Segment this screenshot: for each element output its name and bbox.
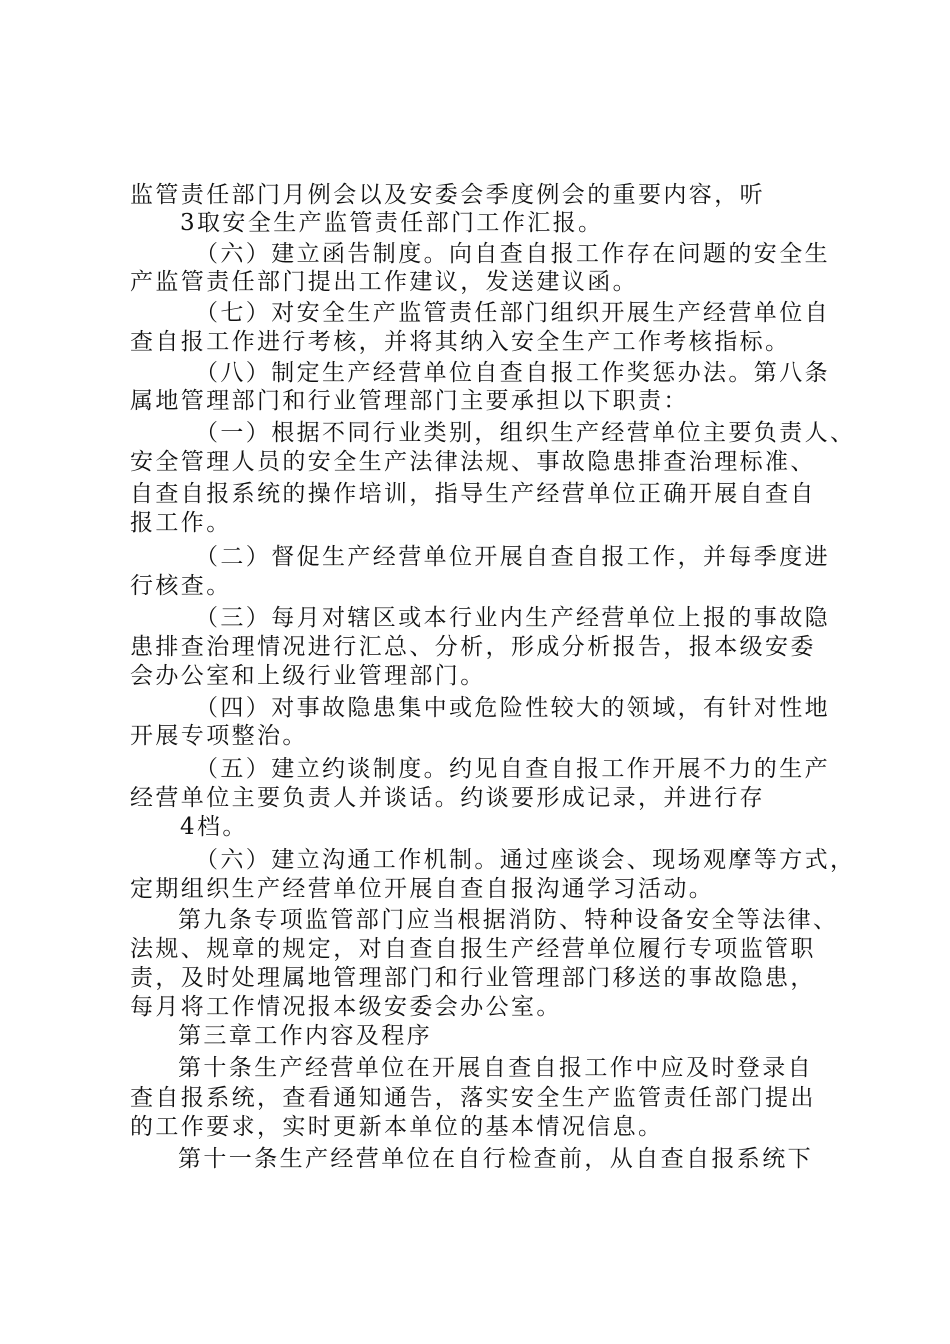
text-line: 每月将工作情况报本级安委会办公室。 [130, 994, 562, 1020]
text-line: （五）建立约谈制度。约见自查自报工作开展不力的生产 [195, 756, 830, 782]
text-line: 法规、规章的规定，对自查自报生产经营单位履行专项监管职 [130, 936, 816, 962]
text-line: 查自报工作进行考核，并将其纳入安全生产工作考核指标。 [130, 329, 791, 355]
text-line: 第十一条生产经营单位在自行检查前，从自查自报系统下 [178, 1146, 813, 1172]
text-line: 第十条生产经营单位在开展自查自报工作中应及时登录自 [178, 1055, 813, 1081]
text-line: （三）每月对辖区或本行业内生产经营单位上报的事故隐 [195, 605, 830, 631]
text-line: 责，及时处理属地管理部门和行业管理部门移送的事故隐患， [130, 965, 816, 991]
text-line: 产监管责任部门提出工作建议，发送建议函。 [130, 269, 638, 295]
text-line: （六）建立函告制度。向自查自报工作存在问题的安全生 [195, 241, 830, 267]
text-line: 的工作要求，实时更新本单位的基本情况信息。 [130, 1114, 664, 1140]
text-line: 查自报系统，查看通知通告，落实安全生产监管责任部门提出 [130, 1085, 816, 1111]
text-line: 监管责任部门月例会以及安委会季度例会的重要内容，听 [130, 182, 765, 208]
section-heading: 第三章工作内容及程序 [178, 1023, 432, 1049]
text-line: （四）对事故隐患集中或危险性较大的领域，有针对性地 [195, 695, 830, 721]
text-line: 报工作。 [130, 510, 232, 536]
text-line: （八）制定生产经营单位自查自报工作奖惩办法。第八条 [195, 360, 830, 386]
text-line: 属地管理部门和行业管理部门主要承担以下职责： [130, 388, 689, 414]
text-line: 3取安全生产监管责任部门工作汇报。 [180, 210, 604, 236]
text-line: 安全管理人员的安全生产法律法规、事故隐患排查治理标准、 [130, 449, 816, 475]
text-line: 经营单位主要负责人并谈话。约谈要形成记录，并进行存 [130, 785, 765, 811]
text-line: （一）根据不同行业类别，组织生产经营单位主要负责人、 [195, 420, 856, 446]
text-line: 行核查。 [130, 573, 232, 599]
text-line: 开展专项整治。 [130, 723, 308, 749]
text-line: 自查自报系统的操作培训，指导生产经营单位正确开展自查自 [130, 481, 816, 507]
text-line: 定期组织生产经营单位开展自查自报沟通学习活动。 [130, 876, 715, 902]
text-line: （六）建立沟通工作机制。通过座谈会、现场观摩等方式， [195, 847, 856, 873]
text-line: （七）对安全生产监管责任部门组织开展生产经营单位自 [195, 300, 830, 326]
text-line: 第九条专项监管部门应当根据消防、特种设备安全等法律、 [178, 907, 839, 933]
text-line: 会办公室和上级行业管理部门。 [130, 663, 486, 689]
text-line: 患排查治理情况进行汇总、分析，形成分析报告，报本级安委 [130, 634, 816, 660]
text-line: （二）督促生产经营单位开展自查自报工作，并每季度进 [195, 544, 830, 570]
text-line: 4档。 [180, 814, 248, 840]
